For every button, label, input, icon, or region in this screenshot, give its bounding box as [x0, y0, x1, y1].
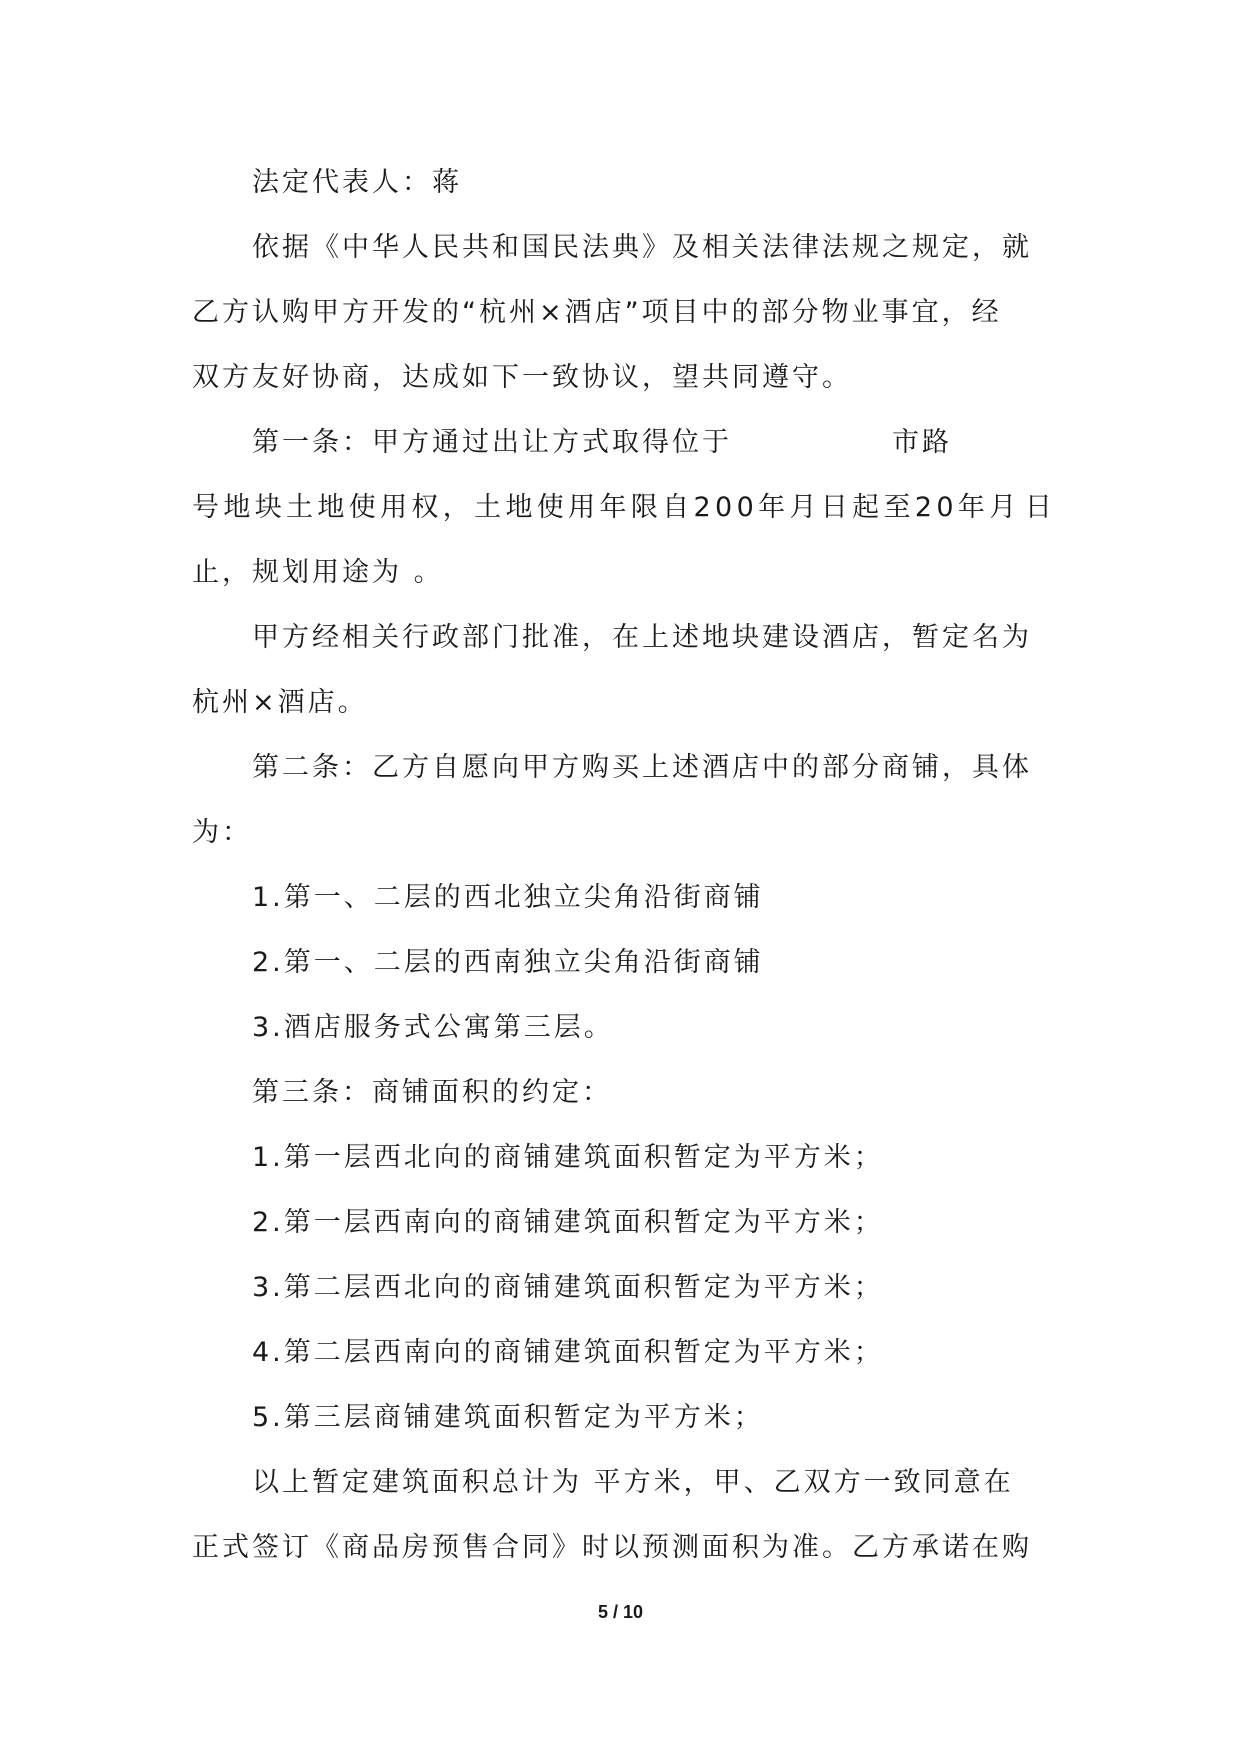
paragraph-line-fragment: 市路	[892, 427, 952, 458]
paragraph-line: 法定代表人：蒋	[252, 167, 462, 198]
list-item: 2.第一层西南向的商铺建筑面积暂定为平方米；	[252, 1207, 884, 1238]
paragraph-line: 乙方认购甲方开发的“杭州×酒店”项目中的部分物业事宜，经	[192, 297, 1002, 328]
paragraph-line: 第二条：乙方自愿向甲方购买上述酒店中的部分商铺，具体	[252, 752, 1032, 783]
paragraph-line: 为：	[192, 817, 252, 848]
list-item: 3.第二层西北向的商铺建筑面积暂定为平方米；	[252, 1272, 884, 1303]
paragraph-line: 正式签订《商品房预售合同》时以预测面积为准。乙方承诺在购	[192, 1532, 1032, 1563]
paragraph-line: 止，规划用途为 。	[192, 557, 444, 588]
page-number: 5 / 10	[597, 1602, 644, 1622]
list-item: 1.第一、二层的西北独立尖角沿街商铺	[252, 882, 764, 913]
list-item: 5.第三层商铺建筑面积暂定为平方米；	[252, 1402, 764, 1433]
paragraph-line: 杭州×酒店。	[192, 687, 368, 718]
paragraph-line: 号 地 块 土 地 使 用 权 ， 土 地 使 用 年 限 自 2 0 0 年 月 日 起 至 2 0 年 月 日	[192, 492, 1052, 523]
list-item: 1.第一层西北向的商铺建筑面积暂定为平方米；	[252, 1142, 884, 1173]
section-heading: 第三条：商铺面积的约定：	[252, 1077, 612, 1108]
paragraph-line: 第一条：甲方通过出让方式取得位于	[252, 427, 732, 458]
list-item: 2.第一、二层的西南独立尖角沿街商铺	[252, 947, 764, 978]
list-item: 3.酒店服务式公寓第三层。	[252, 1012, 614, 1043]
paragraph-line: 依据《中华人民共和国民法典》及相关法律法规之规定，就	[252, 232, 1032, 263]
paragraph-line: 以上暂定建筑面积总计为 平方米，甲、乙双方一致同意在	[252, 1467, 1014, 1498]
paragraph-line: 甲方经相关行政部门批准，在上述地块建设酒店，暂定名为	[252, 622, 1032, 653]
list-item: 4.第二层西南向的商铺建筑面积暂定为平方米；	[252, 1337, 884, 1368]
paragraph-line: 双方友好协商，达成如下一致协议，望共同遵守。	[192, 362, 852, 393]
